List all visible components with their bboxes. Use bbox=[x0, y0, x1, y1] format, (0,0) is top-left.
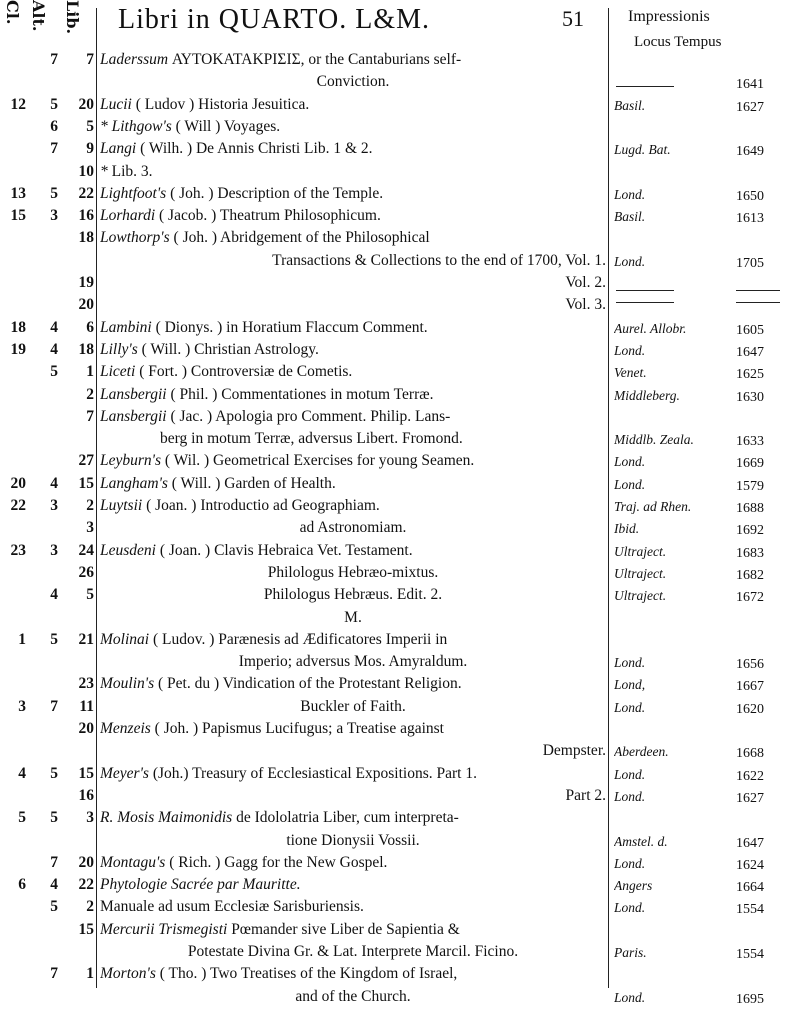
lib-number: 22 bbox=[78, 184, 94, 202]
imprint-year: 1622 bbox=[736, 768, 764, 784]
entry-title bbox=[100, 762, 606, 786]
entry-text: ( Dionys. ) in Horatium Flaccum Comment. bbox=[151, 318, 428, 336]
imprint-year: 1633 bbox=[736, 434, 764, 450]
entry-title bbox=[100, 851, 606, 875]
imprint-year: 1692 bbox=[736, 523, 764, 539]
lib-number: 24 bbox=[78, 541, 94, 559]
entry-author: Liceti bbox=[100, 363, 136, 381]
imprint-place: Lond. bbox=[614, 788, 646, 804]
entry-author: Leyburn's bbox=[100, 452, 162, 470]
entry-author: Mercurii Trismegisti bbox=[100, 920, 228, 938]
cl-number: 23 bbox=[10, 541, 26, 559]
imprint-year: 1627 bbox=[736, 99, 764, 115]
imprint-place: Paris. bbox=[614, 945, 647, 960]
catalogue-row bbox=[0, 405, 787, 429]
alt-number: 3 bbox=[50, 207, 58, 225]
catalogue-row bbox=[0, 383, 787, 407]
entry-author: Lucii bbox=[100, 95, 132, 113]
imprint-year: 1705 bbox=[736, 255, 764, 271]
catalogue-row bbox=[0, 784, 787, 808]
alt-number: 5 bbox=[50, 898, 58, 916]
entry-text: Pœmander sive Liber de Sapientia & bbox=[227, 920, 460, 938]
entry-text: Potestate Divina Gr. & Lat. Interprete Marcil. Ficino. bbox=[187, 943, 519, 960]
alt-number: 5 bbox=[50, 809, 58, 827]
catalogue-row bbox=[0, 806, 787, 830]
entry-author: Lansbergii bbox=[100, 407, 167, 425]
entry-title bbox=[100, 650, 606, 674]
entry-title bbox=[100, 293, 606, 317]
lib-number: 20 bbox=[78, 296, 94, 314]
entry-title bbox=[100, 70, 606, 94]
entry-title bbox=[100, 316, 606, 340]
catalogue-row bbox=[0, 762, 787, 786]
imprint-year: 1649 bbox=[736, 144, 764, 160]
catalogue-row bbox=[0, 70, 787, 94]
entry-title bbox=[100, 695, 606, 719]
entry-title bbox=[100, 383, 606, 407]
catalogue-row bbox=[0, 316, 787, 340]
entry-text: Manuale ad usum Ecclesiæ Sarisburiensis. bbox=[100, 898, 364, 916]
catalogue-row bbox=[0, 449, 787, 473]
entry-text: Vol. 3. bbox=[565, 296, 606, 314]
entry-text: Buckler of Faith. bbox=[300, 697, 406, 715]
entry-title bbox=[100, 717, 606, 741]
entry-title bbox=[100, 204, 606, 228]
lib-number: 20 bbox=[78, 853, 94, 871]
cl-number: 6 bbox=[18, 876, 26, 894]
entry-author: Lilly's bbox=[100, 340, 138, 358]
entry-title bbox=[100, 739, 606, 763]
alt-number: 5 bbox=[50, 95, 58, 113]
entry-author: Lambini bbox=[100, 318, 152, 336]
entry-text: Transactions & Collections to the end of 1700, Vol. 1. bbox=[272, 251, 606, 269]
entry-title bbox=[100, 226, 606, 250]
lib-number: 3 bbox=[86, 519, 94, 537]
catalogue-row bbox=[0, 650, 787, 674]
imprint-place: Lond. bbox=[614, 454, 646, 470]
imprint-place: Middlb. Zeala. bbox=[614, 432, 694, 448]
entry-title bbox=[100, 940, 606, 964]
imprint-year: 1627 bbox=[736, 790, 764, 806]
lib-number: 20 bbox=[78, 95, 94, 113]
lib-number: 1 bbox=[86, 363, 94, 381]
catalogue-row bbox=[0, 182, 787, 206]
alt-number: 4 bbox=[50, 474, 58, 492]
imprint-place: Ibid. bbox=[614, 521, 640, 537]
alt-number: 5 bbox=[50, 363, 58, 381]
imprint-place: Lond. bbox=[614, 186, 646, 202]
entry-text: ( Wil. ) Geometrical Exercises for young Seamen. bbox=[161, 452, 475, 470]
entry-text: ( Will. ) Christian Astrology. bbox=[137, 340, 319, 358]
page-number: 51 bbox=[562, 6, 584, 31]
imprint-place: Aurel. Allobr. bbox=[614, 320, 687, 336]
entry-text: ( Will. ) Garden of Health. bbox=[167, 474, 336, 492]
entry-text: berg in motum Terræ, adversus Libert. Fromond. bbox=[160, 430, 463, 448]
entry-text: ( Joh. ) Description of the Temple. bbox=[166, 184, 384, 202]
entry-author: Leusdeni bbox=[100, 541, 156, 559]
lib-number: 19 bbox=[78, 274, 94, 291]
entry-text: Conviction. bbox=[316, 73, 390, 91]
entry-text: ad Astronomiam. bbox=[299, 519, 407, 537]
entry-title bbox=[100, 516, 606, 540]
alt-number: 3 bbox=[50, 497, 58, 514]
alt-number: 7 bbox=[50, 140, 58, 158]
entry-title bbox=[100, 449, 606, 473]
catalogue-row bbox=[0, 672, 787, 696]
lib-number: 21 bbox=[78, 630, 94, 648]
imprint-year: 1650 bbox=[736, 188, 764, 204]
catalogue-row bbox=[0, 249, 787, 273]
entry-text: ( Joh. ) Papismus Lucifugus; a Treatise against bbox=[150, 720, 444, 737]
impressionis-heading: Impressionis bbox=[628, 8, 710, 25]
alt-number: 7 bbox=[50, 965, 58, 983]
entry-author: Langi bbox=[100, 140, 137, 158]
imprint-year: 1641 bbox=[736, 77, 764, 93]
entry-title bbox=[100, 48, 606, 72]
entry-author: Molinai bbox=[100, 630, 150, 648]
catalogue-row bbox=[0, 360, 787, 384]
lib-number: 16 bbox=[78, 207, 94, 225]
catalogue-row bbox=[0, 516, 787, 540]
imprint-place: Traj. ad Rhen. bbox=[614, 499, 692, 514]
catalogue-row bbox=[0, 427, 787, 451]
entry-title bbox=[100, 115, 606, 139]
cl-column-header: Cl. bbox=[3, 0, 22, 25]
entry-title bbox=[100, 873, 606, 897]
imprint-year: 1656 bbox=[736, 657, 764, 673]
entry-text: (Joh.) Treasury of Ecclesiastical Expositions. Part 1. bbox=[148, 764, 477, 782]
catalogue-row bbox=[0, 204, 787, 228]
catalogue-row bbox=[0, 985, 787, 1009]
entry-author: Laderssum bbox=[100, 51, 169, 68]
catalogue-row bbox=[0, 851, 787, 875]
lib-number: 23 bbox=[78, 675, 94, 693]
entry-text: Vol. 2. bbox=[565, 274, 606, 291]
entry-author: Lansbergii bbox=[100, 385, 167, 403]
lib-number: 11 bbox=[79, 697, 94, 715]
entry-text: ( Joan. ) Clavis Hebraica Vet. Testament. bbox=[155, 541, 413, 559]
entry-text: ( Tho. ) Two Treatises of the Kingdom of Israel, bbox=[155, 965, 458, 983]
cl-number: 18 bbox=[10, 318, 26, 336]
imprint-place: Lond, bbox=[614, 677, 646, 693]
entry-author: Langham's bbox=[100, 474, 168, 492]
lib-number: 1 bbox=[86, 965, 94, 983]
lib-number: 7 bbox=[86, 51, 94, 68]
entry-title bbox=[100, 249, 606, 273]
imprint-year: 1579 bbox=[736, 478, 764, 494]
entry-text: M. bbox=[344, 608, 362, 626]
lib-number: 2 bbox=[86, 385, 94, 403]
cl-number: 4 bbox=[18, 764, 26, 782]
alt-number: 4 bbox=[50, 586, 58, 604]
entry-title bbox=[100, 829, 606, 853]
imprint-year: 1625 bbox=[736, 367, 764, 383]
cl-number: 20 bbox=[10, 474, 26, 492]
lib-number: 26 bbox=[78, 563, 94, 581]
imprint-year: 1630 bbox=[736, 389, 764, 405]
imprint-year: 1554 bbox=[736, 947, 764, 962]
entry-text: tione Dionysii Vossii. bbox=[286, 831, 420, 849]
alt-number: 7 bbox=[50, 853, 58, 871]
entry-text: Part 2. bbox=[565, 786, 606, 804]
entry-author: Morton's bbox=[100, 965, 156, 983]
catalogue-row bbox=[0, 472, 787, 496]
catalogue-row bbox=[0, 717, 787, 741]
catalogue-row bbox=[0, 137, 787, 161]
catalogue-row bbox=[0, 918, 787, 942]
imprint-year: 1695 bbox=[736, 991, 764, 1007]
page-title: Libri in QUARTO. L&M. bbox=[118, 4, 431, 35]
entry-author: * bbox=[100, 162, 108, 180]
entry-title bbox=[100, 628, 606, 652]
alt-number: 5 bbox=[50, 764, 58, 782]
entry-author: Moulin's bbox=[100, 675, 155, 693]
entry-title bbox=[100, 583, 606, 607]
entry-author: Meyer's bbox=[100, 764, 149, 782]
catalogue-row bbox=[0, 628, 787, 652]
alt-number: 4 bbox=[50, 340, 58, 358]
alt-number: 6 bbox=[50, 117, 58, 135]
entry-title bbox=[100, 806, 606, 830]
imprint-place: Aberdeen. bbox=[614, 744, 669, 760]
lib-number: 5 bbox=[86, 586, 94, 604]
cl-number: 5 bbox=[18, 809, 26, 827]
imprint-place: Lond. bbox=[614, 253, 646, 269]
imprint-place: Lond. bbox=[614, 476, 646, 492]
alt-number: 7 bbox=[50, 51, 58, 68]
imprint-place: Lond. bbox=[614, 900, 646, 916]
entry-author: Luytsii bbox=[100, 497, 143, 514]
lib-number: 2 bbox=[86, 898, 94, 916]
catalogue-row bbox=[0, 226, 787, 250]
lib-number: 2 bbox=[86, 497, 94, 514]
entry-title bbox=[100, 539, 606, 563]
lib-number: 5 bbox=[86, 117, 94, 135]
entry-text: ( Wilh. ) De Annis Christi Lib. 1 & 2. bbox=[136, 140, 373, 158]
imprint-year: 1688 bbox=[736, 501, 764, 516]
imprint-place: Lugd. Bat. bbox=[614, 142, 671, 158]
imprint-place: Ultraject. bbox=[614, 543, 667, 559]
entry-text: Lib. 3. bbox=[107, 162, 153, 180]
lib-number: 16 bbox=[78, 786, 94, 804]
entry-title bbox=[100, 137, 606, 161]
entry-title bbox=[100, 985, 606, 1009]
entry-author: * Lithgow's bbox=[100, 117, 172, 135]
imprint-place: Lond. bbox=[614, 655, 646, 671]
imprint-place: Basil. bbox=[614, 209, 646, 225]
imprint-place: Amstel. d. bbox=[614, 833, 668, 849]
lib-number: 22 bbox=[78, 876, 94, 894]
locus-tempus-heading: Locus Tempus bbox=[634, 34, 722, 50]
imprint-place: Basil. bbox=[614, 97, 646, 113]
entry-author: Montagu's bbox=[100, 853, 166, 871]
imprint-year: 1664 bbox=[736, 880, 764, 896]
lib-number: 3 bbox=[86, 809, 94, 827]
imprint-place: Ultraject. bbox=[614, 588, 667, 604]
entry-title bbox=[100, 405, 606, 429]
entry-title bbox=[100, 338, 606, 362]
entry-text: de Idololatria Liber, cum interpreta- bbox=[232, 809, 459, 827]
imprint-place: Lond. bbox=[614, 989, 646, 1005]
cl-number: 12 bbox=[10, 95, 26, 113]
catalogue-row bbox=[0, 93, 787, 117]
lib-number: 20 bbox=[78, 720, 94, 737]
entry-text: ( Ludov ) Historia Jesuitica. bbox=[131, 95, 310, 113]
lib-number: 18 bbox=[78, 229, 94, 247]
imprint-year: 1668 bbox=[736, 746, 764, 762]
entry-title bbox=[100, 962, 606, 986]
alt-column-header: Alt. bbox=[29, 0, 48, 32]
imprint-year: 1667 bbox=[736, 679, 764, 695]
imprint-place: Angers bbox=[614, 878, 653, 894]
catalogue-row bbox=[0, 561, 787, 585]
entry-author: Phytologie Sacrée par Mauritte. bbox=[100, 876, 301, 894]
imprint-year: 1613 bbox=[736, 211, 764, 227]
entry-text: ( Jac. ) Apologia pro Comment. Philip. Lans- bbox=[166, 407, 451, 425]
lib-number: 7 bbox=[86, 407, 94, 425]
entry-text: Dempster. bbox=[542, 742, 606, 760]
cl-number: 1 bbox=[18, 630, 26, 648]
imprint-year: 1672 bbox=[736, 590, 764, 606]
entry-author: Lowthorp's bbox=[100, 229, 170, 247]
catalogue-row bbox=[0, 293, 787, 317]
entry-author: Lorhardi bbox=[100, 207, 156, 225]
entry-text: ΑΥΤΟΚΑΤΑΚΡΙΣΙΣ, or the Cantaburians self- bbox=[168, 51, 462, 68]
entry-title bbox=[100, 784, 606, 808]
catalogue-row bbox=[0, 873, 787, 897]
catalogue-row bbox=[0, 48, 787, 72]
lib-number: 9 bbox=[86, 140, 94, 158]
entry-title bbox=[100, 672, 606, 696]
lib-number: 10 bbox=[78, 162, 94, 180]
catalogue-row bbox=[0, 606, 787, 630]
catalogue-row bbox=[0, 583, 787, 607]
catalogue-row bbox=[0, 494, 787, 518]
imprint-place: Lond. bbox=[614, 342, 646, 358]
catalogue-row bbox=[0, 695, 787, 719]
alt-number: 3 bbox=[50, 541, 58, 559]
entry-text: ( Joh. ) Abridgement of the Philosophical bbox=[169, 229, 430, 247]
cl-number: 22 bbox=[10, 497, 26, 514]
entry-text: ( Jacob. ) Theatrum Philosophicum. bbox=[155, 207, 381, 225]
alt-number: 5 bbox=[50, 184, 58, 202]
entry-text: ( Fort. ) Controversiæ de Cometis. bbox=[135, 363, 353, 381]
entry-text: Imperio; adversus Mos. Amyraldum. bbox=[238, 653, 468, 671]
imprint-year: 1647 bbox=[736, 835, 764, 851]
entry-text: ( Pet. du ) Vindication of the Protestant Religion. bbox=[154, 675, 462, 693]
entry-title bbox=[100, 427, 666, 451]
cl-number: 3 bbox=[18, 697, 26, 715]
entry-text: and of the Church. bbox=[295, 987, 411, 1005]
imprint-year: 1554 bbox=[736, 902, 764, 918]
catalogue-row bbox=[0, 271, 787, 295]
catalogue-row bbox=[0, 962, 787, 986]
entry-title bbox=[100, 160, 606, 184]
entry-text: ( Ludov. ) Parænesis ad Ædificatores Imperii in bbox=[149, 630, 448, 648]
cl-number: 15 bbox=[10, 207, 26, 225]
imprint-year: 1620 bbox=[736, 701, 764, 717]
imprint-place: Ultraject. bbox=[614, 565, 667, 581]
catalogue-row bbox=[0, 895, 787, 919]
entry-text: Philologus Hebræus. Edit. 2. bbox=[263, 586, 443, 604]
alt-number: 4 bbox=[50, 318, 58, 336]
entry-text: Philologus Hebræo-mixtus. bbox=[267, 563, 439, 581]
catalogue-row bbox=[0, 739, 787, 763]
catalogue-row bbox=[0, 940, 787, 964]
entry-title bbox=[100, 561, 606, 585]
entry-title bbox=[100, 360, 606, 384]
lib-number: 15 bbox=[78, 764, 94, 782]
lib-number: 6 bbox=[86, 318, 94, 336]
entry-author: R. Mosis Maimonidis bbox=[100, 809, 233, 827]
imprint-place: Lond. bbox=[614, 766, 646, 782]
entry-title bbox=[100, 472, 606, 496]
entry-title bbox=[100, 271, 606, 295]
entry-text: ( Joan. ) Introductio ad Geographiam. bbox=[142, 497, 380, 514]
imprint-year: 1624 bbox=[736, 857, 764, 873]
entry-text: ( Phil. ) Commentationes in motum Terræ. bbox=[166, 385, 434, 403]
imprint-place: Middleberg. bbox=[614, 387, 680, 403]
catalogue-row bbox=[0, 160, 787, 184]
alt-number: 4 bbox=[50, 876, 58, 894]
lib-number: 27 bbox=[78, 452, 94, 470]
entry-title bbox=[100, 494, 606, 518]
alt-number: 7 bbox=[50, 697, 58, 715]
lib-number: 15 bbox=[78, 474, 94, 492]
entry-title bbox=[100, 182, 606, 206]
lib-column-header: Lib. bbox=[63, 0, 82, 35]
imprint-place: Venet. bbox=[614, 365, 647, 381]
lib-number: 18 bbox=[78, 340, 94, 358]
lib-number: 15 bbox=[78, 920, 94, 938]
entry-title bbox=[100, 606, 606, 630]
catalogue-row bbox=[0, 539, 787, 563]
entry-title bbox=[100, 918, 606, 942]
catalogue-row bbox=[0, 115, 787, 139]
catalogue-row bbox=[0, 829, 787, 853]
imprint-year: 1647 bbox=[736, 344, 764, 360]
entry-author: Lightfoot's bbox=[100, 184, 167, 202]
alt-number: 5 bbox=[50, 630, 58, 648]
entry-title bbox=[100, 93, 606, 117]
imprint-year: 1669 bbox=[736, 456, 764, 472]
entry-author: Menzeis bbox=[100, 720, 151, 737]
imprint-place: Lond. bbox=[614, 855, 646, 871]
cl-number: 19 bbox=[10, 340, 26, 358]
imprint-year: 1683 bbox=[736, 545, 764, 561]
catalogue-row bbox=[0, 338, 787, 362]
entry-text: ( Rich. ) Gagg for the New Gospel. bbox=[165, 853, 388, 871]
imprint-year: 1682 bbox=[736, 567, 764, 583]
cl-number: 13 bbox=[10, 184, 26, 202]
imprint-place: Lond. bbox=[614, 699, 646, 715]
imprint-year: 1605 bbox=[736, 322, 764, 338]
entry-text: ( Will ) Voyages. bbox=[171, 117, 281, 135]
entry-title bbox=[100, 895, 606, 919]
